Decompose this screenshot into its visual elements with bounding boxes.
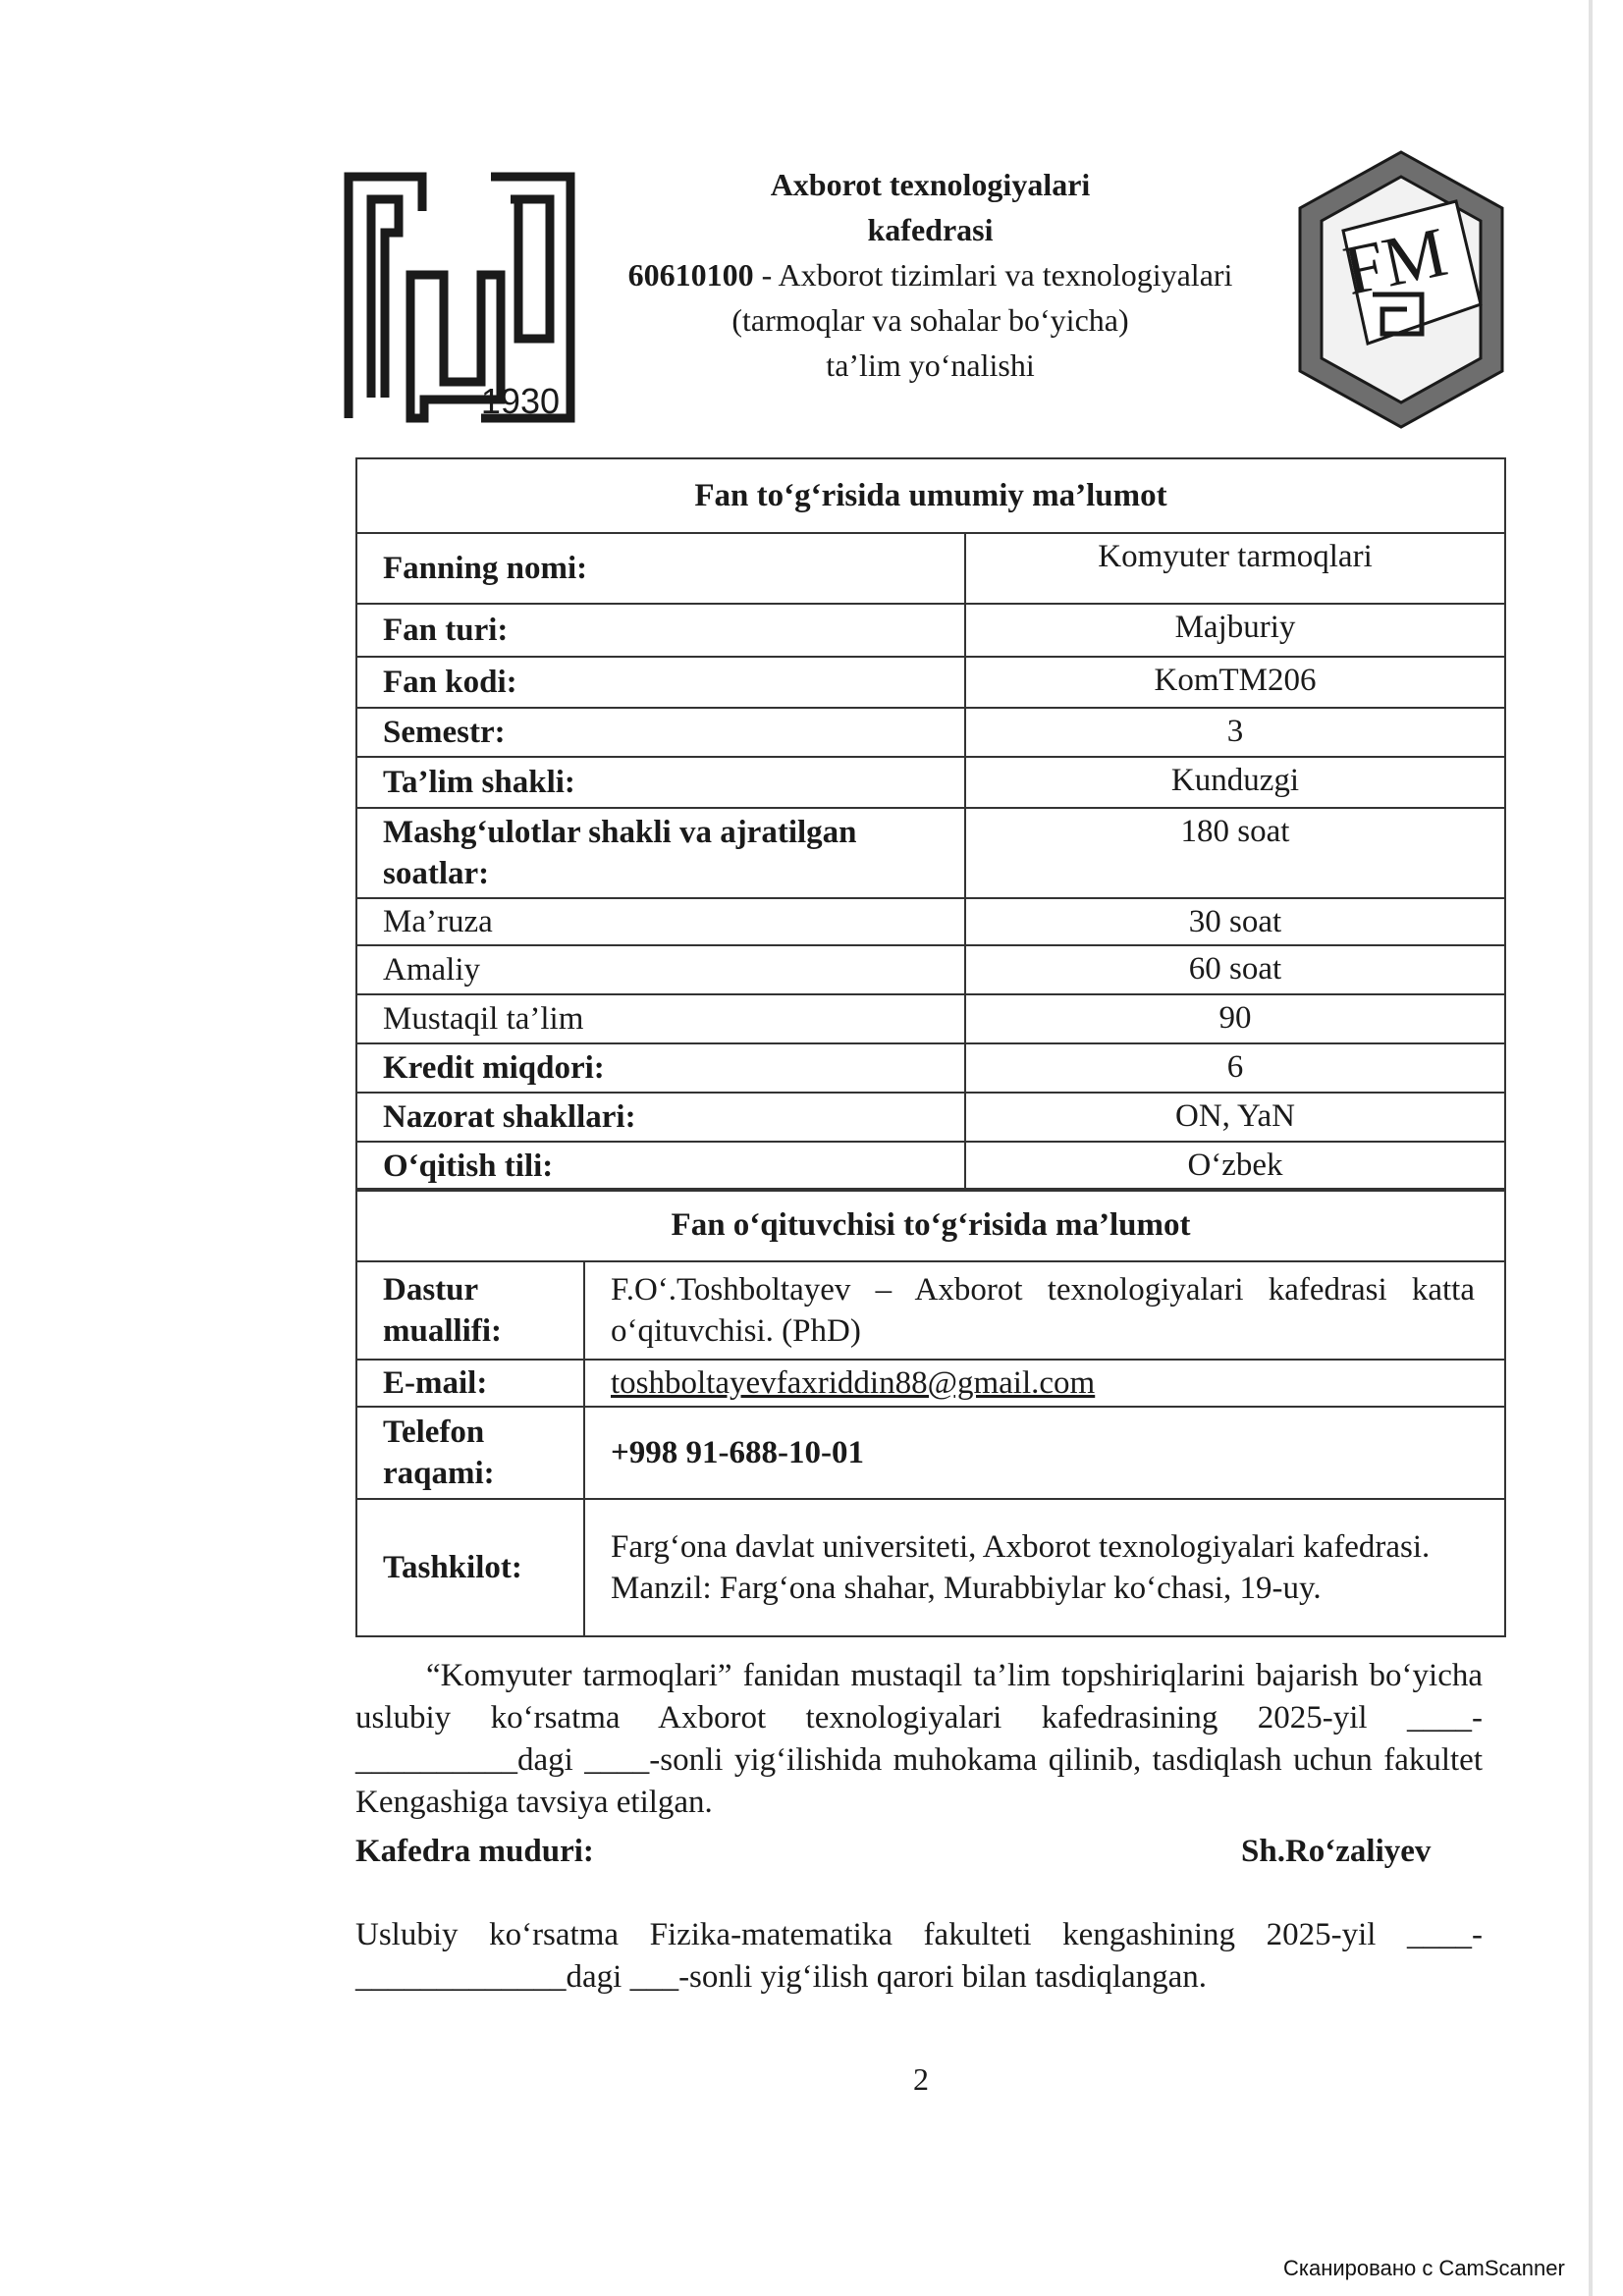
department-line1: Axborot texnologiyalari [770, 167, 1091, 202]
row-label: Fanning nomi: [356, 533, 965, 604]
row-value: 30 soat [965, 898, 1505, 945]
row-value: ON, YaN [965, 1093, 1505, 1142]
row-value: Majburiy [965, 604, 1505, 657]
council-paragraph: Uslubiy ko‘rsatma Fizika-matematika fakulteti kengashining 2025-yil ____-_____________dagi ___-sonli yig‘ilish qarori bilan tasdiqlangan. [355, 1917, 1483, 1995]
phone-label: Telefon raqami: [356, 1407, 584, 1499]
row-label: Kredit miqdori: [356, 1043, 965, 1093]
row-label: Mashg‘ulotlar shakli va ajratilgan soatlar: [356, 808, 965, 898]
org-label: Tashkilot: [356, 1499, 584, 1636]
row-value: 6 [965, 1043, 1505, 1093]
row-value: 90 [965, 994, 1505, 1043]
row-label: Semestr: [356, 708, 965, 757]
fm-text: FM [1336, 212, 1454, 311]
department-line2: kafedrasi [867, 212, 994, 247]
row-value: Komyuter tarmoqlari [965, 533, 1505, 604]
row-label: Nazorat shakllari: [356, 1093, 965, 1142]
scanner-watermark: Сканировано с CamScanner [1283, 2256, 1565, 2280]
org-value: Farg‘ona davlat universiteti, Axborot texnologiyalari kafedrasi. [611, 1529, 1431, 1565]
row-label: Amaliy [356, 945, 965, 994]
row-label: Ta’lim shakli: [356, 757, 965, 808]
head-label: Kafedra muduri: [355, 1834, 594, 1869]
email-link[interactable] [584, 1360, 1505, 1407]
row-value: 180 soat [965, 808, 1505, 898]
fdu-year: 1930 [480, 381, 560, 421]
document-header [574, 162, 1286, 388]
fm-logo [1294, 147, 1508, 432]
approval-paragraph: “Komyuter tarmoqlari” fanidan mustaqil ta’lim topshiriqlarini bajarish bo‘yicha uslubiy ko‘rsatma Axborot texnologiyalari kafedrasining 2025-yil ____-__________dagi ____-sonli yig‘ilishida muhokama qilinib, tasdiqlash uchun fakultet Kengashiga tavsiya etilgan. [355, 1658, 1483, 1820]
org-cell [584, 1499, 1505, 1636]
page-number: 2 [913, 2061, 929, 2097]
author-label: Dastur muallifi: [356, 1261, 584, 1360]
head-name: Sh.Ro‘zaliyev [1241, 1834, 1432, 1869]
row-label: Fan turi: [356, 604, 965, 657]
phone-value: +998 91-688-10-01 [584, 1407, 1505, 1499]
row-value: Kunduzgi [965, 757, 1505, 808]
program-line4: (tarmoqlar va sohalar bo‘yicha) [731, 302, 1129, 338]
email-label: E-mail: [356, 1360, 584, 1407]
program-line [574, 252, 1286, 297]
general-info-table [355, 457, 1506, 1192]
program-line5: ta’lim yo‘nalishi [826, 347, 1035, 383]
row-value: 60 soat [965, 945, 1505, 994]
email-value[interactable]: toshboltayevfaxriddin88@gmail.com [611, 1365, 1096, 1401]
teacher-info-title: Fan o‘qituvchisi to‘g‘risida ma’lumot [356, 1189, 1505, 1261]
program-code: 60610100 [627, 257, 754, 293]
row-label: O‘qitish tili: [356, 1142, 965, 1191]
general-info-title: Fan to‘g‘risida umumiy ma’lumot [356, 458, 1505, 533]
author-value: F.O‘.Toshboltayev – Axborot texnologiyalari kafedrasi katta o‘qituvchisi. (PhD) [584, 1261, 1505, 1360]
org-address: Manzil: Farg‘ona shahar, Murabbiylar ko‘chasi, 19-uy. [611, 1571, 1322, 1606]
row-value: 3 [965, 708, 1505, 757]
row-value: KomTM206 [965, 657, 1505, 708]
row-label: Mustaqil ta’lim [356, 994, 965, 1043]
program-name: - Axborot tizimlari va texnologiyalari [753, 257, 1233, 293]
row-label: Fan kodi: [356, 657, 965, 708]
row-value: O‘zbek [965, 1142, 1505, 1191]
page-edge [1589, 0, 1593, 2296]
row-label: Ma’ruza [356, 898, 965, 945]
fdu-logo [344, 172, 575, 423]
teacher-info-table [355, 1188, 1506, 1637]
